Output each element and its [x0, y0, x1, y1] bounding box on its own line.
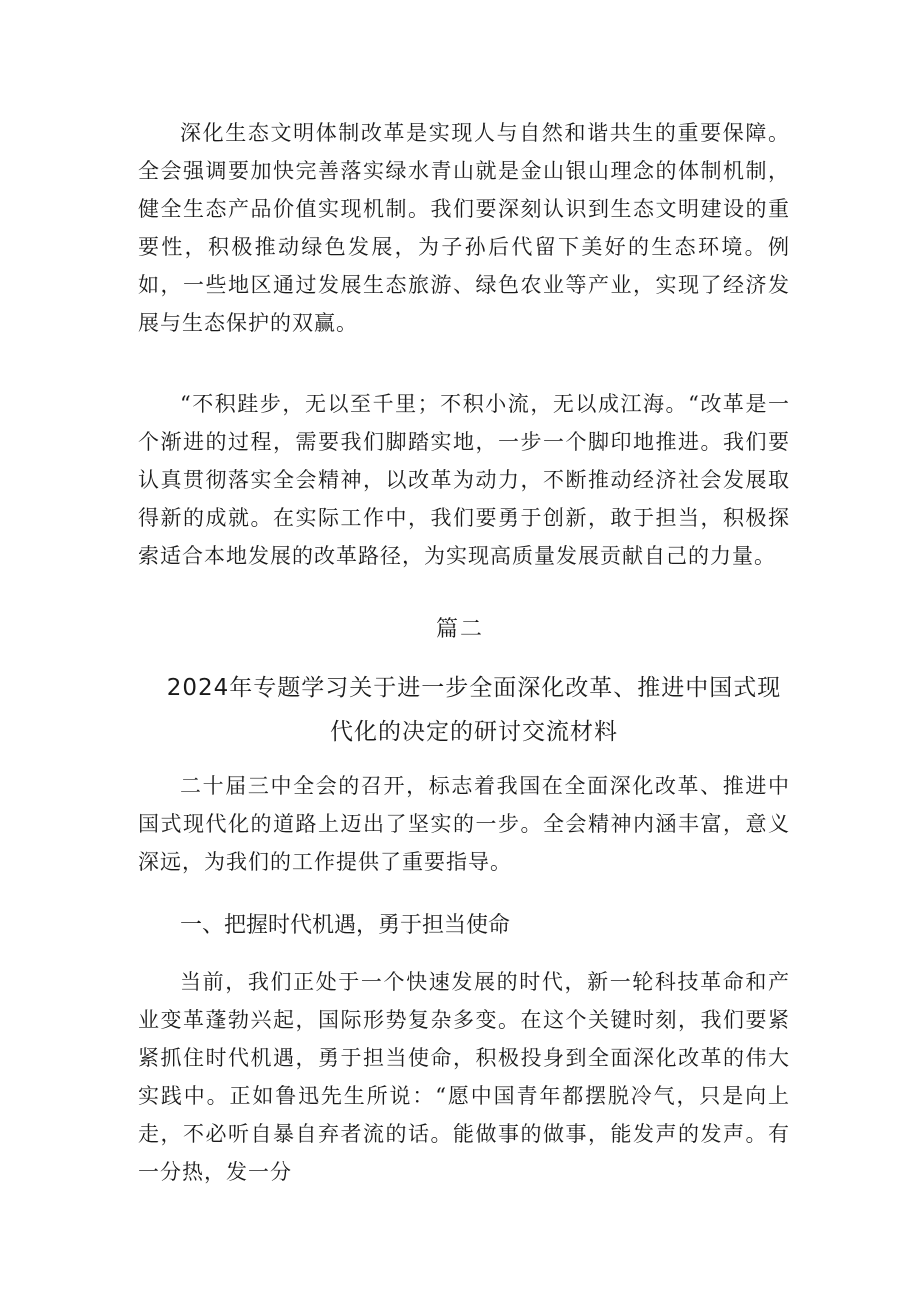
paragraph-ecology-reform: 深化生态文明体制改革是实现人与自然和谐共生的重要保障。全会强调要加快完善落实绿水青山就是金山银山理念的体制机制，健全生态产品价值实现机制。我们要深刻认识到生态文明建设的重要性，积极推动绿色发展，为子孙后代留下美好的生态环境。例如，一些地区通过发展生态旅游、绿色农业等产业，实现了经济发展与生态保护的双赢。	[138, 121, 790, 335]
paragraph-reform-quote: “不积跬步，无以至千里；不积小流，无以成江海。“改革是一个渐进的过程，需要我们脚踏实地，一步一个脚印地推进。我们要认真贯彻落实全会精神，以改革为动力，不断推动经济社会发展取得新的成就。在实际工作中，我们要勇于创新，敢于担当，积极探索适合本地发展的改革路径，为实现高质量发展贡献自己的力量。	[138, 392, 790, 568]
section-label: 篇二	[435, 617, 484, 642]
paragraph-intro: 二十届三中全会的召开，标志着我国在全面深化改革、推进中国式现代化的道路上迈出了坚实的一步。全会精神内涵丰富，意义深远，为我们的工作提供了重要指导。	[138, 774, 790, 874]
document-title: 2024年专题学习关于进一步全面深化改革、推进中国式现代化的决定的研讨交流材料	[166, 675, 782, 745]
section-heading-1: 一、把握时代机遇，勇于担当使命	[180, 913, 511, 938]
paragraph-body-1: 当前，我们正处于一个快速发展的时代，新一轮科技革命和产业变革蓬勃兴起，国际形势复杂多变。在这个关键时刻，我们要紧紧抓住时代机遇，勇于担当使命，积极投身到全面深化改革的伟大实践中。正如鲁迅先生所说：“愿中国青年都摆脱冷气，只是向上走，不必听自暴自弃者流的话。能做事的做事，能发声的发声。有一分热，发一分	[138, 970, 790, 1184]
